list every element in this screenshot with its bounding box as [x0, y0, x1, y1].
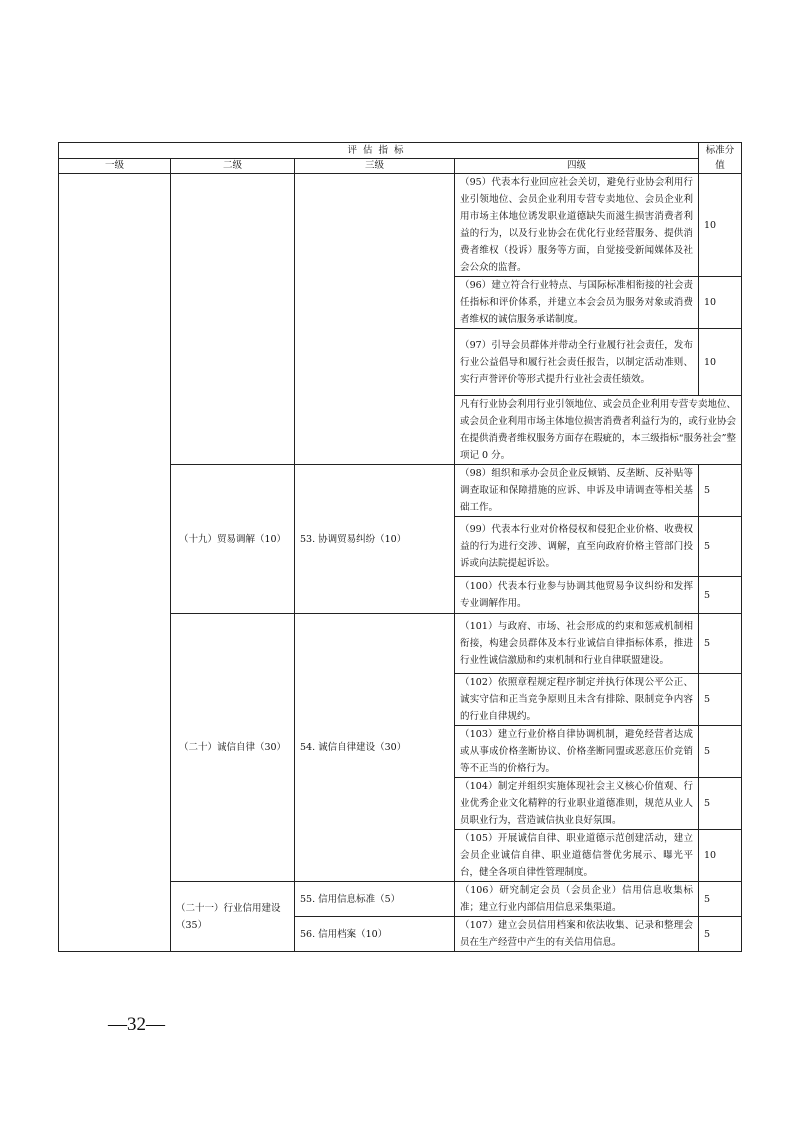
- score-104: 5: [699, 778, 742, 830]
- evaluation-table: [58, 142, 742, 952]
- header-level1: 一级: [59, 158, 171, 174]
- level3-credit-info-standard: 55. 信用信息标准（5）: [295, 882, 455, 917]
- indicator-105: （105）开展诚信自律、职业道德示范创建活动，建立会员企业诚信自律、职业道德信誉优劣展示、曝光平台，健全各项自律性管理制度。: [455, 830, 699, 882]
- header-level4: 四级: [455, 158, 699, 174]
- level3-credit-archives: 56. 信用档案（10）: [295, 917, 455, 952]
- score-97: 10: [699, 329, 742, 396]
- level2-trade-mediation: （十九）贸易调解（10）: [171, 465, 295, 614]
- indicator-96: （96）建立符合行业特点、与国际标准相衔接的社会责任指标和评价体系，并建立本会会员为服务对象或消费者维权的诚信服务承诺制度。: [455, 277, 699, 329]
- score-99: 5: [699, 517, 742, 577]
- level3-cell-empty: [295, 174, 455, 465]
- indicator-106: （106）研究制定会员（会员企业）信用信息收集标准；建立行业内部信用信息采集渠道。: [455, 882, 699, 917]
- indicator-100: （100）代表本行业参与协调其他贸易争议纠纷和发挥专业调解作用。: [455, 577, 699, 614]
- score-100: 5: [699, 577, 742, 614]
- indicator-95: （95）代表本行业回应社会关切，避免行业协会利用行业引领地位、会员企业利用专营专卖地位、会员企业利用市场主体地位诱发职业道德缺失而滋生损害消费者利益的行为，以及行业协会在优化行业经营服务、提供消费者维权（投诉）服务等方面，自觉接受新闻媒体及社会公众的监督。: [455, 174, 699, 277]
- score-105: 10: [699, 830, 742, 882]
- score-106: 5: [699, 882, 742, 917]
- zero-score-note: 凡有行业协会利用行业引领地位、或会员企业利用专营专卖地位、或会员企业利用市场主体地位损害消费者利益行为的，或行业协会在提供消费者维权服务方面存在瑕疵的，本三级指标“服务社会”整项记 0 分。: [455, 396, 742, 465]
- page-number: —32—: [108, 1014, 165, 1035]
- level2-cell-empty: [171, 174, 295, 465]
- indicator-107: （107）建立会员信用档案和依法收集、记录和整理会员在生产经营中产生的有关信用信息。: [455, 917, 699, 952]
- indicator-102: （102）依照章程规定程序制定并执行体现公平公正、诚实守信和正当竞争原则且未含有排除、限制竞争内容的行业自律规约。: [455, 674, 699, 726]
- score-96: 10: [699, 277, 742, 329]
- indicator-99: （99）代表本行业对价格侵权和侵犯企业价格、收费权益的行为进行交涉、调解，直至向政府价格主管部门投诉或向法院提起诉讼。: [455, 517, 699, 577]
- header-level2: 二级: [171, 158, 295, 174]
- level1-cell-empty: [59, 174, 171, 952]
- score-95: 10: [699, 174, 742, 277]
- score-103: 5: [699, 726, 742, 778]
- indicator-104: （104）制定并组织实施体现社会主义核心价值观、行业优秀企业文化精粹的行业职业道德准则，规范从业人员职业行为，营造诚信执业良好氛围。: [455, 778, 699, 830]
- score-107: 5: [699, 917, 742, 952]
- header-evaluation-indicators: 评估指标: [59, 143, 699, 159]
- indicator-101: （101）与政府、市场、社会形成的约束和惩戒机制相衔接，构建会员群体及本行业诚信自律指标体系，推进行业性诚信激励和约束机制和行业自律联盟建设。: [455, 614, 699, 674]
- level2-credit-building: （二十一）行业信用建设（35）: [171, 882, 295, 952]
- header-level3: 三级: [295, 158, 455, 174]
- score-98: 5: [699, 465, 742, 517]
- score-101: 5: [699, 614, 742, 674]
- level3-integrity-building: 54. 诚信自律建设（30）: [295, 614, 455, 882]
- indicator-103: （103）建立行业价格自律协调机制，避免经营者达成或从事成价格垄断协议、价格垄断同盟或恶意压价竞销等不正当的价格行为。: [455, 726, 699, 778]
- level2-integrity-self-discipline: （二十）诚信自律（30）: [171, 614, 295, 882]
- indicator-98: （98）组织和承办会员企业反倾销、反垄断、反补贴等调查取证和保障措施的应诉、申诉及申请调查等相关基础工作。: [455, 465, 699, 517]
- header-standard-score: 标准分值: [699, 143, 742, 174]
- indicator-97: （97）引导会员群体并带动全行业履行社会责任，发布行业公益倡导和履行社会责任报告，以制定活动准则、实行声誉评价等形式提升行业社会责任绩效。: [455, 329, 699, 396]
- level3-trade-disputes: 53. 协调贸易纠纷（10）: [295, 465, 455, 614]
- score-102: 5: [699, 674, 742, 726]
